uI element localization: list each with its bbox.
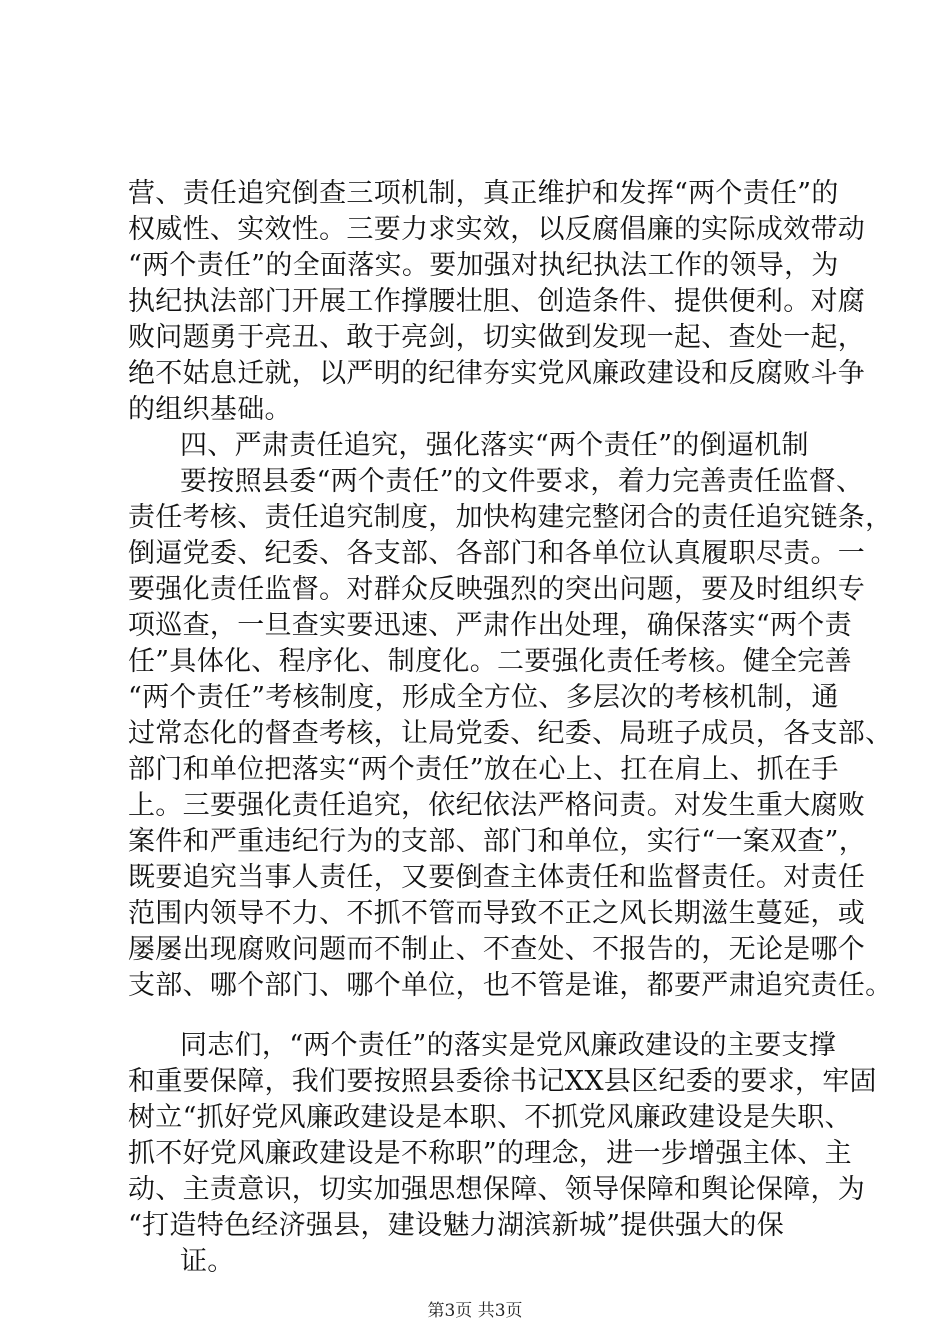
body-text-line: 倒逼党委、纪委、各支部、各部门和各单位认真履职尽责。一: [128, 538, 866, 569]
body-text-line: 败问题勇于亮丑、敢于亮剑，切实做到发现一起、查处一起，: [128, 322, 866, 353]
page-number-footer: 第3页 共3页: [427, 1301, 523, 1321]
body-text-line: 责任考核、责任追究制度，加快构建完整闭合的责任追究链条，: [128, 502, 893, 533]
body-text-line: 过常态化的督查考核，让局党委、纪委、局班子成员，各支部、: [128, 718, 893, 749]
body-text-line: 部门和单位把落实“两个责任”放在心上、扛在肩上、抓在手: [128, 754, 839, 785]
paragraph-start: 要按照县委“两个责任”的文件要求，着力完善责任监督、: [180, 466, 864, 497]
body-text-line: 树立“抓好党风廉政建设是本职、不抓党风廉政建设是失职、: [128, 1102, 852, 1133]
body-text-line: 范围内领导不力、不抓不管而导致不正之风长期滋生蔓延，或: [128, 898, 866, 929]
body-text-line: 案件和严重违纪行为的支部、部门和单位，实行“一案双查”，: [128, 826, 867, 857]
body-text-line: “打造特色经济强县，建设魅力湖滨新城”提供强大的保: [128, 1210, 785, 1241]
body-text-line: 营、责任追究倒查三项机制，真正维护和发挥“两个责任”的: [128, 178, 839, 209]
body-text-line: 要强化责任监督。对群众反映强烈的突出问题，要及时组织专: [128, 574, 866, 605]
body-text-line: 权威性、实效性。三要力求实效，以反腐倡廉的实际成效带动: [128, 214, 866, 245]
body-text-line: 动、主责意识，切实加强思想保障、领导保障和舆论保障，为: [128, 1174, 866, 1205]
body-text-line: 项巡查，一旦查实要迅速、严肃作出处理，确保落实“两个责: [128, 610, 852, 641]
body-text-line: 上。三要强化责任追究，依纪依法严格问责。对发生重大腐败: [128, 790, 866, 821]
body-text-line: “两个责任”的全面落实。要加强对执纪执法工作的领导，为: [128, 250, 839, 281]
body-text-line: 支部、哪个部门、哪个单位，也不管是谁，都要严肃追究责任。: [128, 970, 893, 1001]
section-heading: 四、严肃责任追究，强化落实“两个责任”的倒逼机制: [180, 430, 809, 461]
body-text-line: 和重要保障，我们要按照县委徐书记XX县区纪委的要求，牢固: [128, 1066, 877, 1097]
body-text-line: 的组织基础。: [128, 394, 292, 425]
body-text-line: 抓不好党风廉政建设是不称职”的理念，进一步增强主体、主: [128, 1138, 852, 1169]
body-text-line: 任”具体化、程序化、制度化。二要强化责任考核。健全完善: [128, 646, 852, 677]
body-text-line: 屡屡出现腐败问题而不制止、不查处、不报告的，无论是哪个: [128, 934, 866, 965]
body-text-line: 执纪执法部门开展工作撑腰壮胆、创造条件、提供便利。对腐: [128, 286, 866, 317]
body-text-line: 证。: [180, 1246, 235, 1277]
body-text-line: 既要追究当事人责任，又要倒查主体责任和监督责任。对责任: [128, 862, 866, 893]
body-text-line: “两个责任”考核制度，形成全方位、多层次的考核机制，通: [128, 682, 839, 713]
paragraph-start: 同志们，“两个责任”的落实是党风廉政建设的主要支撑: [180, 1030, 837, 1061]
body-text-line: 绝不姑息迁就，以严明的纪律夯实党风廉政建设和反腐败斗争: [128, 358, 866, 389]
